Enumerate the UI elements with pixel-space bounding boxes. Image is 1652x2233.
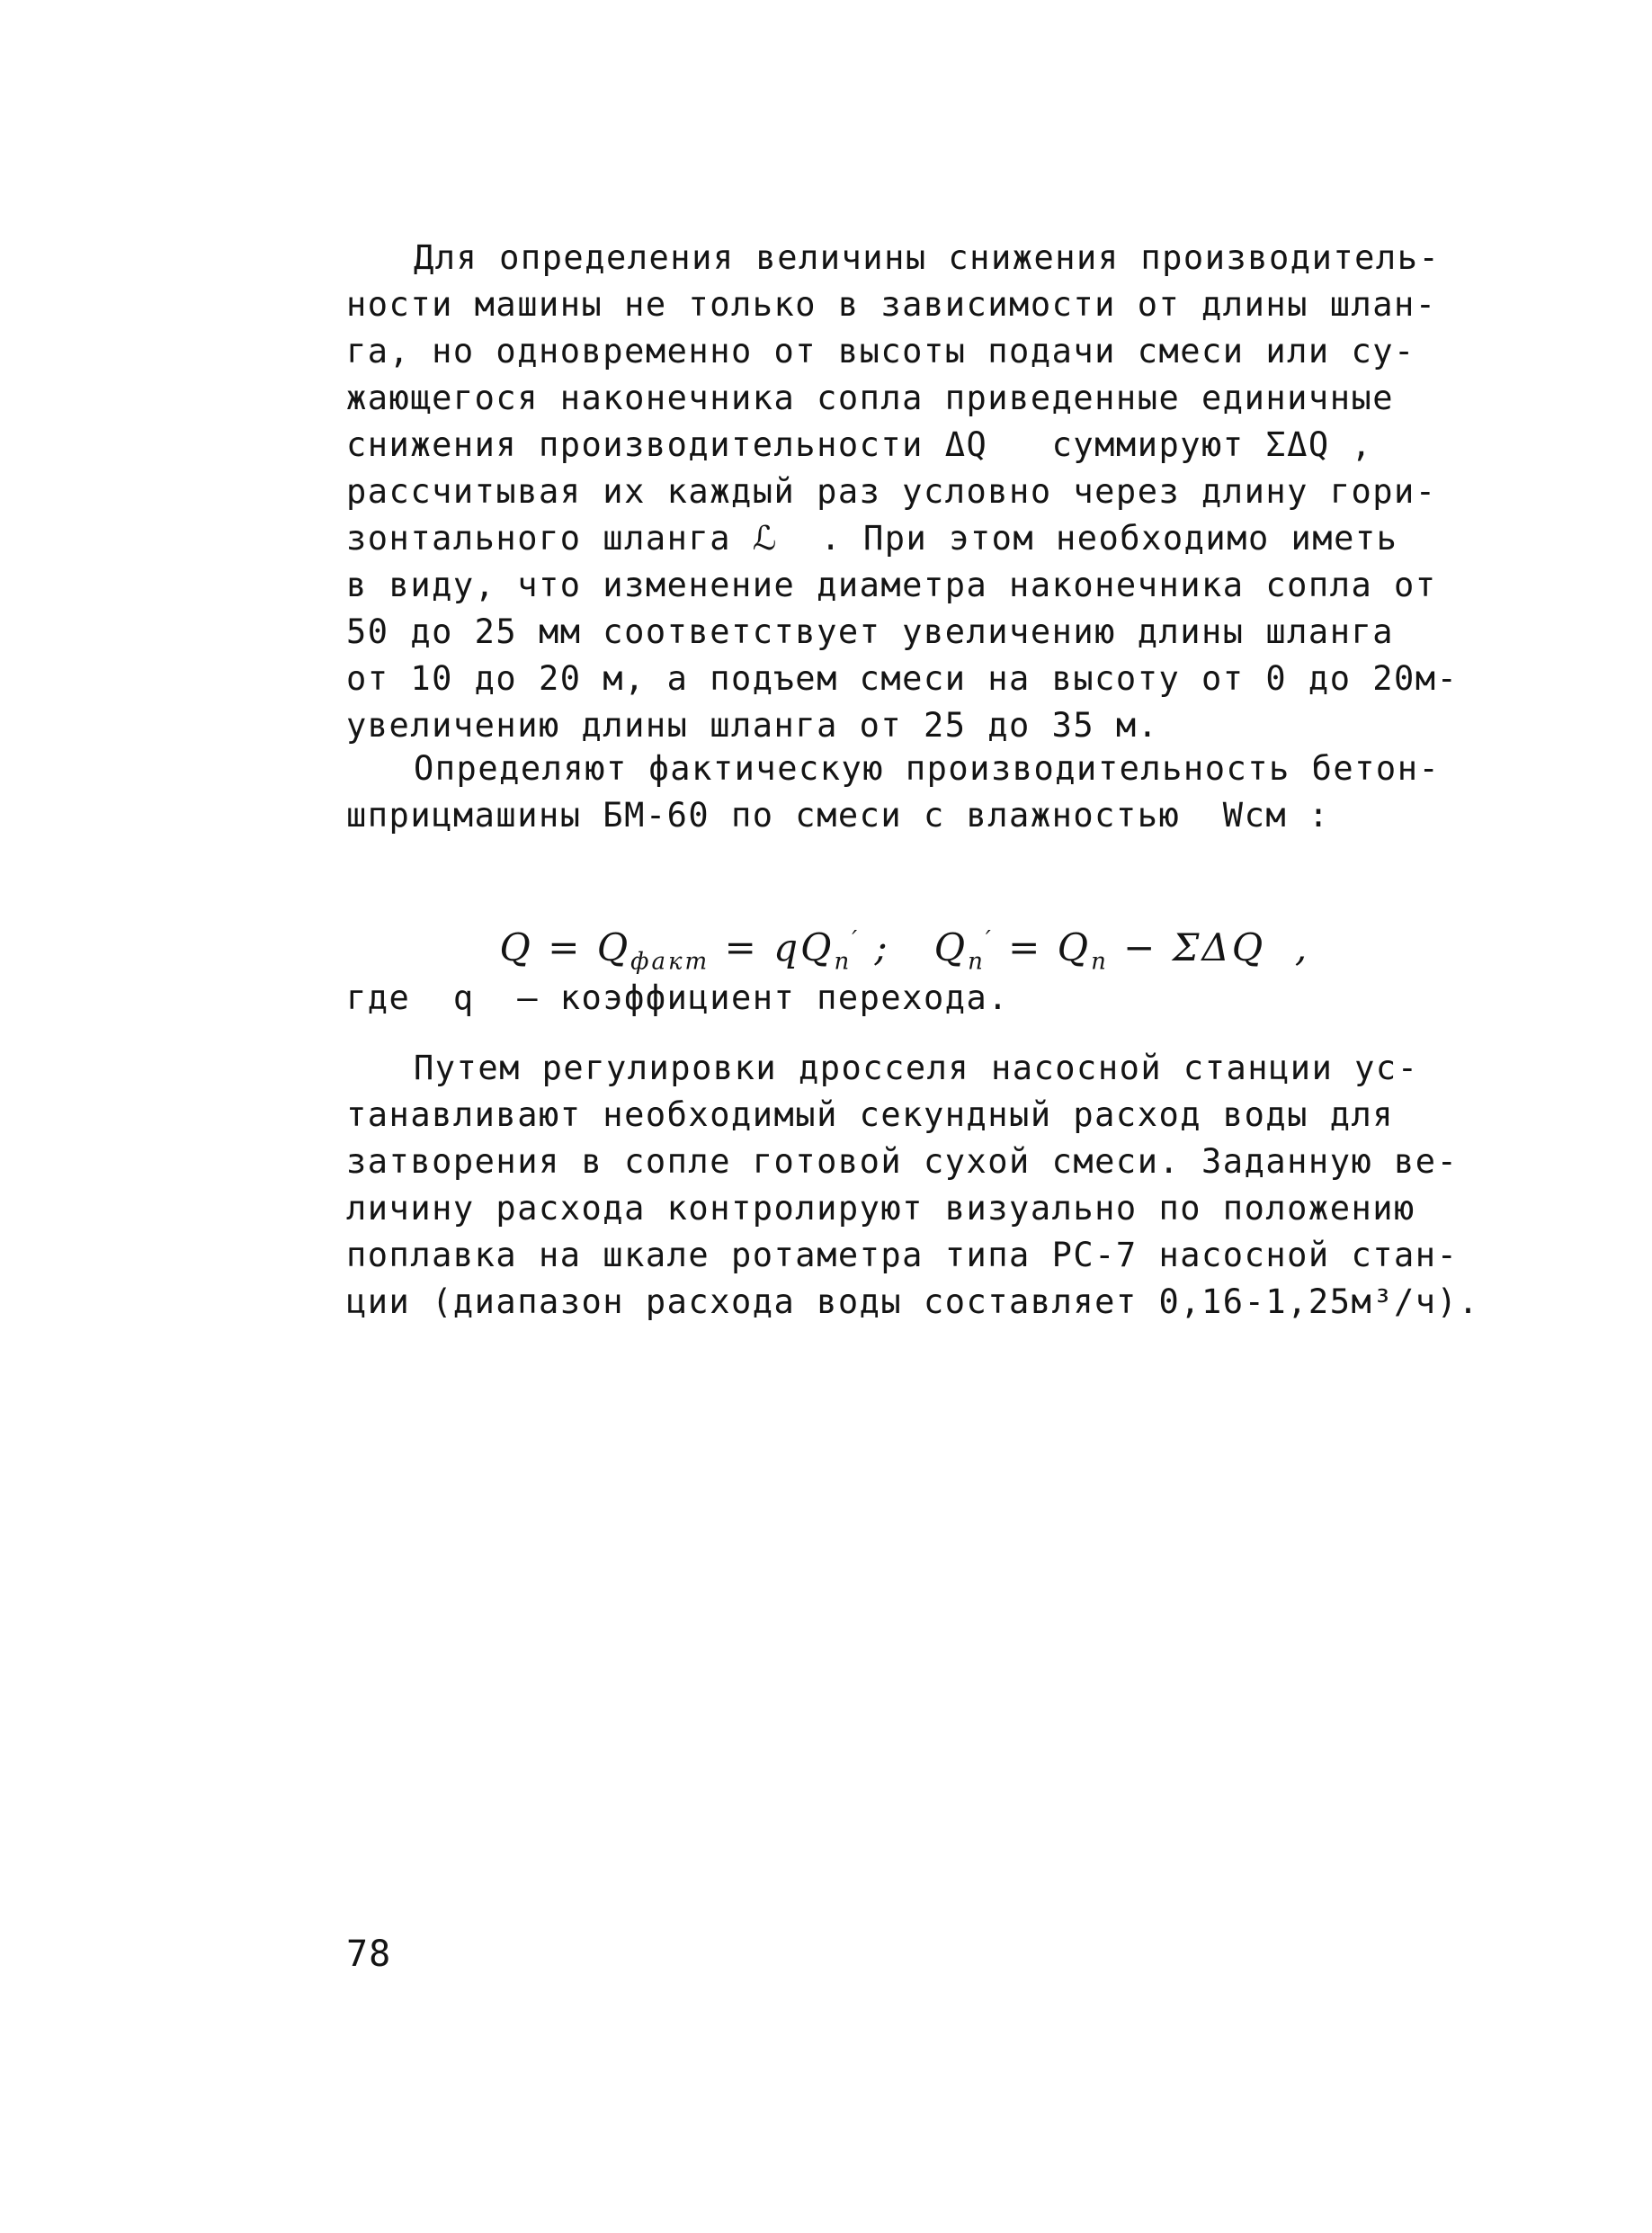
text-line: Определяют фактическую производительность бетон- [414, 749, 1441, 788]
text-line: 50 до 25 мм соответствует увеличению длины шланга [346, 612, 1395, 651]
text-line: рассчитывая их каждый раз условно через длину гори- [346, 472, 1437, 511]
formula-sep: ; Q [860, 925, 969, 969]
formula-sub-n: п [968, 948, 986, 976]
formula-rhs: = Q [993, 925, 1092, 969]
formula-sub-fact: факт [630, 948, 710, 976]
text-line: личину расхода контролируют визуально по положению [346, 1189, 1415, 1228]
formula-sub-n: п [834, 948, 853, 976]
text-line: где q – коэффициент перехода. [346, 978, 1010, 1017]
formula-sub-n: п [1091, 948, 1109, 976]
text-line: в виду, что изменение диаметра наконечника сопла от [346, 566, 1437, 604]
text-line: га, но одновременно от высоты подачи смеси или су- [346, 332, 1415, 371]
text-line: ции (диапазон расхода воды составляет 0,16-1,25м³/ч). [346, 1282, 1480, 1321]
text-line: ности машины не только в зависимости от длины шлан- [346, 285, 1437, 324]
formula-lhs: Q = Q [499, 925, 631, 969]
text-line: затворения в сопле готовой сухой смеси. Заданную ве- [346, 1142, 1459, 1181]
formula-mid: = qQ [710, 925, 835, 969]
text-line: увеличению длины шланга от 25 до 35 м. [346, 706, 1159, 745]
text-line: снижения производительности ΔQ суммируют ΣΔQ , [346, 425, 1373, 464]
formula-tail: − ΣΔQ , [1108, 925, 1310, 969]
text-line: Для определения величины снижения производитель- [414, 238, 1441, 277]
text-line: танавливают необходимый секундный расход воды для [346, 1095, 1395, 1134]
text-line: поплавка на шкале ротаметра типа РС-7 насосной стан- [346, 1236, 1459, 1274]
text-line: от 10 до 20 м, а подъем смеси на высоту от 0 до 20м- [346, 659, 1459, 698]
text-line: зонтального шланга ℒ . При этом необходимо иметь [346, 519, 1398, 558]
text-line: шприцмашины БМ-60 по смеси с влажностью Wсм : [346, 796, 1330, 835]
text-line: Путем регулировки дросселя насосной станции ус- [414, 1049, 1419, 1087]
formula-prime: ′ [985, 926, 994, 953]
text-line: жающегося наконечника сопла приведенные единичные [346, 379, 1395, 417]
page-number: 78 [346, 1934, 392, 1975]
formula-prime: ′ [852, 926, 861, 953]
